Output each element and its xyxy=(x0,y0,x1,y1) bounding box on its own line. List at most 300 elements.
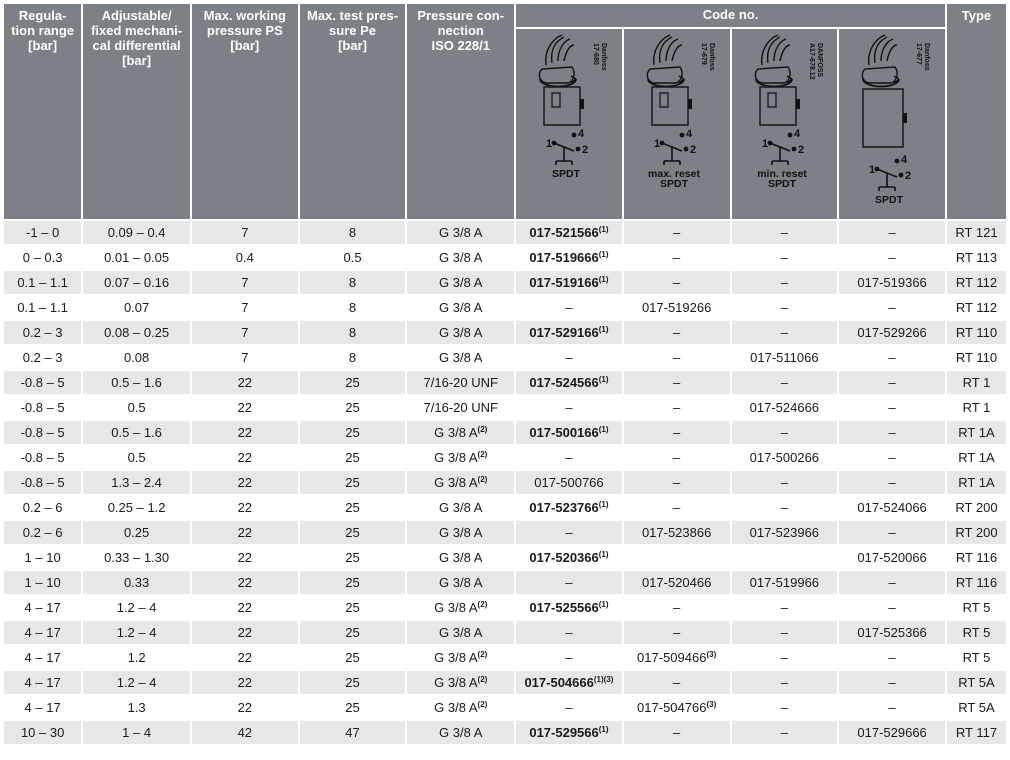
cell-code-4: 017-519366 xyxy=(839,271,945,294)
cell-type: RT 117 xyxy=(947,721,1006,744)
cell-code-4: – xyxy=(839,221,945,244)
cell-code-4: – xyxy=(839,471,945,494)
contact-number: 2 xyxy=(797,144,804,156)
footnote-mark: (3) xyxy=(706,650,717,659)
cell-code-3: 017-523966 xyxy=(732,521,838,544)
contact-number: 1 xyxy=(761,138,768,150)
cell-code-4: 017-524066 xyxy=(839,496,945,519)
footnote-mark: (1) xyxy=(598,375,609,384)
cell-max-test-pressure: 8 xyxy=(300,296,406,319)
cell-max-test-pressure: 25 xyxy=(300,671,406,694)
cell-code-4: – xyxy=(839,421,945,444)
cell-pressure-connection: G 3/8 $A^{(2)}$ xyxy=(407,671,514,694)
cell-code-3: – xyxy=(732,696,838,719)
cell-code-1: – xyxy=(516,346,622,369)
cell-code-4: 017-529266 xyxy=(839,321,945,344)
table-row xyxy=(4,671,1006,694)
contact-number: 4 xyxy=(685,128,692,140)
cell-code-1: 017-521566$^{(1)}$ xyxy=(516,221,622,244)
cell-differential: 0.07 – 0.16 xyxy=(83,271,190,294)
cell-code-1: – xyxy=(516,621,622,644)
cell-type: RT 1A xyxy=(947,446,1006,469)
cell-regulation-range: 4 – 17 xyxy=(4,671,81,694)
cell-max-working-pressure: 7 xyxy=(192,321,298,344)
cell-differential: 0.33 – 1.30 xyxy=(83,546,190,569)
cell-code-1: – xyxy=(516,571,622,594)
table-row xyxy=(4,346,1006,369)
cell-code-1: 017-500166$^{(1)}$ xyxy=(516,421,622,444)
spdt-contact-diagram xyxy=(552,133,579,165)
hand-turning-knob-icon xyxy=(755,35,792,87)
table-row xyxy=(4,271,1006,294)
cell-type: RT 121 xyxy=(947,221,1006,244)
cell-differential: 0.5 xyxy=(83,446,190,469)
switch-housing xyxy=(863,89,903,147)
drawing-stamp: Danfoss17-677 xyxy=(915,43,931,71)
cell-max-working-pressure: 0.4 xyxy=(192,246,298,269)
table-row xyxy=(4,396,1006,419)
table-row xyxy=(4,721,1006,744)
cell-pressure-connection: G 3/8 A xyxy=(407,546,514,569)
cell-max-working-pressure: 42 xyxy=(192,721,298,744)
cell-max-test-pressure: 0.5 xyxy=(300,246,406,269)
cell-regulation-range: 4 – 17 xyxy=(4,696,81,719)
switch-diagram-icon xyxy=(624,29,728,219)
cell-code-1: 017-529166$^{(1)}$ xyxy=(516,321,622,344)
cell-max-test-pressure: 25 xyxy=(300,696,406,719)
contact-number: 2 xyxy=(905,170,912,182)
cell-code-1: – xyxy=(516,521,622,544)
cell-pressure-connection: G 3/8 A xyxy=(407,246,514,269)
footnote-mark: (2) xyxy=(477,450,488,459)
cell-type: RT 1 xyxy=(947,371,1006,394)
header-max-test-pressure: Max. test pres- sure Pe [bar] xyxy=(300,4,406,219)
cell-code-2 xyxy=(624,546,730,569)
cell-type: RT 116 xyxy=(947,571,1006,594)
cell-regulation-range: 10 – 30 xyxy=(4,721,81,744)
cell-max-working-pressure: 7 xyxy=(192,296,298,319)
cell-pressure-connection: G 3/8 $A^{(2)}$ xyxy=(407,446,514,469)
cell-pressure-connection: G 3/8 $A^{(2)}$ xyxy=(407,596,514,619)
cell-pressure-connection: G 3/8 A xyxy=(407,721,514,744)
cell-max-working-pressure: 22 xyxy=(192,671,298,694)
cell-code-4: – xyxy=(839,521,945,544)
table-row xyxy=(4,546,1006,569)
cell-code-2: – xyxy=(624,221,730,244)
cell-code-1: – xyxy=(516,296,622,319)
cell-type: RT 1A xyxy=(947,471,1006,494)
footnote-mark: (2) xyxy=(477,675,488,684)
table-row xyxy=(4,646,1006,669)
cell-code-2: – xyxy=(624,621,730,644)
cell-differential: 1.2 xyxy=(83,646,190,669)
cell-code-3: 017-511066 xyxy=(732,346,838,369)
footnote-mark: (2) xyxy=(477,650,488,659)
hand-turning-knob-icon xyxy=(539,35,576,87)
cell-code-4: – xyxy=(839,696,945,719)
cell-pressure-connection: G 3/8 A xyxy=(407,521,514,544)
cell-max-test-pressure: 25 xyxy=(300,571,406,594)
cell-code-4: – xyxy=(839,246,945,269)
footnote-mark: (1) xyxy=(598,325,609,334)
cell-code-4: – xyxy=(839,671,945,694)
cell-code-2: – xyxy=(624,496,730,519)
cell-differential: 0.08 – 0.25 xyxy=(83,321,190,344)
cell-code-3: – xyxy=(732,271,838,294)
cell-regulation-range: 4 – 17 xyxy=(4,596,81,619)
cell-max-working-pressure: 22 xyxy=(192,646,298,669)
cell-pressure-connection: G 3/8 A xyxy=(407,571,514,594)
table-row xyxy=(4,471,1006,494)
table-row xyxy=(4,246,1006,269)
cell-regulation-range: -1 – 0 xyxy=(4,221,81,244)
cell-code-1: 017-529566$^{(1)}$ xyxy=(516,721,622,744)
cell-code-2: – xyxy=(624,421,730,444)
table-row xyxy=(4,321,1006,344)
cell-max-test-pressure: 25 xyxy=(300,371,406,394)
table-row xyxy=(4,296,1006,319)
cell-differential: 0.01 – 0.05 xyxy=(83,246,190,269)
cell-max-test-pressure: 8 xyxy=(300,221,406,244)
table-row xyxy=(4,521,1006,544)
footnote-mark: (1) xyxy=(598,275,609,284)
cell-differential: 1.2 – 4 xyxy=(83,596,190,619)
cell-type: RT 200 xyxy=(947,496,1006,519)
contact-caption: max. reset xyxy=(647,168,700,180)
cell-max-working-pressure: 22 xyxy=(192,521,298,544)
cell-pressure-connection: G 3/8 $A^{(2)}$ xyxy=(407,696,514,719)
cell-pressure-connection: 7/16-20 UNF xyxy=(407,371,514,394)
code-symbol-2 xyxy=(624,29,730,219)
footnote-mark: (2) xyxy=(477,700,488,709)
cell-max-working-pressure: 22 xyxy=(192,446,298,469)
cell-code-4: 017-525366 xyxy=(839,621,945,644)
cell-code-1: 017-519666$^{(1)}$ xyxy=(516,246,622,269)
cell-differential: 0.33 xyxy=(83,571,190,594)
contact-number: 2 xyxy=(689,144,696,156)
cell-code-3: – xyxy=(732,671,838,694)
cell-type: RT 5 xyxy=(947,596,1006,619)
table-row xyxy=(4,496,1006,519)
contact-caption: SPDT xyxy=(552,168,581,180)
cell-type: RT 5 xyxy=(947,621,1006,644)
contact-number: 1 xyxy=(546,138,553,150)
contact-number: 2 xyxy=(582,144,589,156)
cell-max-working-pressure: 22 xyxy=(192,496,298,519)
cell-regulation-range: -0.8 – 5 xyxy=(4,446,81,469)
drawing-stamp: Danfoss17-680 xyxy=(592,43,608,71)
cell-type: RT 5A xyxy=(947,671,1006,694)
table-row xyxy=(4,421,1006,444)
cell-differential: 0.5 – 1.6 xyxy=(83,421,190,444)
footnote-mark: (3) xyxy=(706,700,717,709)
cell-code-1: – xyxy=(516,646,622,669)
switch-diagram-icon xyxy=(732,29,836,219)
cell-max-test-pressure: 25 xyxy=(300,646,406,669)
cell-max-working-pressure: 22 xyxy=(192,571,298,594)
cell-regulation-range: -0.8 – 5 xyxy=(4,371,81,394)
cell-differential: 0.5 – 1.6 xyxy=(83,371,190,394)
cell-type: RT 116 xyxy=(947,546,1006,569)
footnote-mark: (1) xyxy=(598,425,609,434)
cell-code-4: 017-529666 xyxy=(839,721,945,744)
footnote-mark: (1) xyxy=(598,500,609,509)
cell-code-3: – xyxy=(732,296,838,319)
code-symbol-3 xyxy=(732,29,838,219)
cell-code-4: 017-520066 xyxy=(839,546,945,569)
cell-max-working-pressure: 22 xyxy=(192,371,298,394)
cell-max-working-pressure: 7 xyxy=(192,271,298,294)
spdt-contact-diagram xyxy=(876,159,903,191)
footnote-mark: (1) xyxy=(598,600,609,609)
contact-number: 4 xyxy=(578,128,585,140)
code-symbol-4 xyxy=(839,29,945,219)
cell-max-working-pressure: 22 xyxy=(192,621,298,644)
cell-code-1: 017-519166$^{(1)}$ xyxy=(516,271,622,294)
cell-differential: 0.25 xyxy=(83,521,190,544)
cell-regulation-range: -0.8 – 5 xyxy=(4,471,81,494)
cell-code-2: 017-519266 xyxy=(624,296,730,319)
cell-differential: 0.07 xyxy=(83,296,190,319)
footnote-mark: (1)(3) xyxy=(593,675,614,684)
cell-regulation-range: 0.2 – 3 xyxy=(4,346,81,369)
cell-max-test-pressure: 8 xyxy=(300,321,406,344)
cell-max-working-pressure: 22 xyxy=(192,471,298,494)
header-pressure-connection: Pressure con- nection ISO 228/1 xyxy=(407,4,514,219)
cell-type: RT 110 xyxy=(947,321,1006,344)
cell-max-test-pressure: 25 xyxy=(300,621,406,644)
cell-regulation-range: 0 – 0.3 xyxy=(4,246,81,269)
cell-pressure-connection: G 3/8 A xyxy=(407,296,514,319)
header-differential: Adjustable/ fixed mechani- cal differential [bar] xyxy=(83,4,190,219)
table-row xyxy=(4,371,1006,394)
cell-max-test-pressure: 47 xyxy=(300,721,406,744)
cell-max-working-pressure: 22 xyxy=(192,421,298,444)
header-max-working-pressure: Max. working pressure PS [bar] xyxy=(192,4,298,219)
code-symbol-1 xyxy=(516,29,622,219)
cell-max-working-pressure: 22 xyxy=(192,546,298,569)
table-row xyxy=(4,621,1006,644)
table-row xyxy=(4,446,1006,469)
header-type: Type xyxy=(947,4,1006,219)
cell-max-test-pressure: 25 xyxy=(300,446,406,469)
cell-pressure-connection: G 3/8 $A^{(2)}$ xyxy=(407,646,514,669)
cell-code-1: 017-523766$^{(1)}$ xyxy=(516,496,622,519)
contact-caption: SPDT xyxy=(767,178,796,190)
cell-max-working-pressure: 22 xyxy=(192,396,298,419)
cell-type: RT 112 xyxy=(947,271,1006,294)
cell-type: RT 1A xyxy=(947,421,1006,444)
cell-differential: 1.3 – 2.4 xyxy=(83,471,190,494)
cell-code-3: – xyxy=(732,721,838,744)
cell-differential: 1.2 – 4 xyxy=(83,671,190,694)
contact-number: 1 xyxy=(653,138,660,150)
cell-code-2: – xyxy=(624,721,730,744)
cell-code-2: – xyxy=(624,246,730,269)
cell-regulation-range: 0.2 – 6 xyxy=(4,521,81,544)
table-row xyxy=(4,596,1006,619)
cell-code-3: – xyxy=(732,221,838,244)
cell-code-4: – xyxy=(839,396,945,419)
cell-regulation-range: 1 – 10 xyxy=(4,571,81,594)
cell-regulation-range: 0.1 – 1.1 xyxy=(4,296,81,319)
cell-type: RT 1 xyxy=(947,396,1006,419)
cell-code-1: $017-504666^{(1)(3)}$ xyxy=(516,671,622,694)
cell-type: RT 110 xyxy=(947,346,1006,369)
contact-caption: SPDT xyxy=(659,178,688,190)
cell-code-2: 017-520466 xyxy=(624,571,730,594)
cell-regulation-range: -0.8 – 5 xyxy=(4,396,81,419)
footnote-mark: (1) xyxy=(598,725,609,734)
switch-housing xyxy=(544,87,580,125)
hand-turning-knob-icon xyxy=(647,35,684,87)
switch-diagram-icon xyxy=(516,29,620,219)
cell-code-3: 017-519966 xyxy=(732,571,838,594)
cell-code-2: – xyxy=(624,446,730,469)
cell-code-3: – xyxy=(732,246,838,269)
cell-code-1: 017-520366$^{(1)}$ xyxy=(516,546,622,569)
cell-code-2: – xyxy=(624,321,730,344)
cell-pressure-connection: G 3/8 A xyxy=(407,221,514,244)
cell-code-3: – xyxy=(732,621,838,644)
cell-code-3: 017-500266 xyxy=(732,446,838,469)
cell-type: RT 5A xyxy=(947,696,1006,719)
footnote-mark: (2) xyxy=(477,425,488,434)
footnote-mark: (1) xyxy=(598,550,609,559)
cell-differential: 0.08 xyxy=(83,346,190,369)
cell-code-2: 017-504766$^{(3)}$ xyxy=(624,696,730,719)
cell-max-test-pressure: 25 xyxy=(300,396,406,419)
cell-code-1: 017-500766 xyxy=(516,471,622,494)
cell-code-2: 017-509466$^{(3)}$ xyxy=(624,646,730,669)
hand-turning-knob-icon xyxy=(863,35,900,87)
cell-code-2: – xyxy=(624,271,730,294)
cell-regulation-range: 1 – 10 xyxy=(4,546,81,569)
cell-max-working-pressure: 7 xyxy=(192,346,298,369)
contact-number: 1 xyxy=(869,164,876,176)
cell-code-3: – xyxy=(732,646,838,669)
cell-differential: 1.3 xyxy=(83,696,190,719)
cell-regulation-range: -0.8 – 5 xyxy=(4,421,81,444)
spdt-contact-diagram xyxy=(660,133,687,165)
cell-pressure-connection: G 3/8 A xyxy=(407,621,514,644)
cell-max-test-pressure: 8 xyxy=(300,271,406,294)
cell-differential: 1 – 4 xyxy=(83,721,190,744)
cell-code-4: – xyxy=(839,571,945,594)
table-row xyxy=(4,221,1006,244)
cell-code-1: – xyxy=(516,446,622,469)
header-code-no: Code no. xyxy=(516,4,945,27)
cell-differential: 0.09 – 0.4 xyxy=(83,221,190,244)
cell-max-working-pressure: 22 xyxy=(192,596,298,619)
cell-differential: 0.25 – 1.2 xyxy=(83,496,190,519)
cell-regulation-range: 0.1 – 1.1 xyxy=(4,271,81,294)
cell-type: RT 5 xyxy=(947,646,1006,669)
cell-code-2: – xyxy=(624,346,730,369)
cell-code-1: 017-525566$^{(1)}$ xyxy=(516,596,622,619)
cell-regulation-range: 0.2 – 3 xyxy=(4,321,81,344)
footnote-mark: (2) xyxy=(477,475,488,484)
cell-code-4: – xyxy=(839,296,945,319)
cell-regulation-range: 4 – 17 xyxy=(4,646,81,669)
cell-pressure-connection: 7/16-20 UNF xyxy=(407,396,514,419)
drawing-stamp: DANFOSSA17-678.12 xyxy=(807,43,823,80)
cell-pressure-connection: G 3/8 $A^{(2)}$ xyxy=(407,421,514,444)
cell-max-test-pressure: 25 xyxy=(300,496,406,519)
cell-pressure-connection: G 3/8 A xyxy=(407,346,514,369)
cell-type: RT 112 xyxy=(947,296,1006,319)
spdt-contact-diagram xyxy=(768,133,795,165)
cell-max-working-pressure: 7 xyxy=(192,221,298,244)
cell-max-test-pressure: 25 xyxy=(300,521,406,544)
switch-housing xyxy=(760,87,796,125)
cell-type: RT 113 xyxy=(947,246,1006,269)
cell-code-2: – xyxy=(624,371,730,394)
table-body xyxy=(4,221,1006,744)
cell-code-2: – xyxy=(624,471,730,494)
contact-number: 4 xyxy=(793,128,800,140)
contact-caption: SPDT xyxy=(875,194,904,206)
cell-code-2: 017-523866 xyxy=(624,521,730,544)
cell-code-4: – xyxy=(839,346,945,369)
cell-max-test-pressure: 25 xyxy=(300,596,406,619)
footnote-mark: (2) xyxy=(477,600,488,609)
cell-code-4: – xyxy=(839,646,945,669)
cell-code-3: – xyxy=(732,371,838,394)
cell-pressure-connection: G 3/8 A xyxy=(407,271,514,294)
table-row xyxy=(4,696,1006,719)
contact-number: 4 xyxy=(901,154,908,166)
cell-code-1: – xyxy=(516,696,622,719)
cell-code-4: – xyxy=(839,371,945,394)
cell-code-3: – xyxy=(732,596,838,619)
cell-code-3: 017-524666 xyxy=(732,396,838,419)
header-regulation-range: Regula- tion range [bar] xyxy=(4,4,81,219)
cell-code-3: – xyxy=(732,471,838,494)
cell-code-2: – xyxy=(624,671,730,694)
cell-code-2: – xyxy=(624,596,730,619)
cell-code-2: – xyxy=(624,396,730,419)
cell-regulation-range: 4 – 17 xyxy=(4,621,81,644)
cell-regulation-range: 0.2 – 6 xyxy=(4,496,81,519)
cell-max-test-pressure: 25 xyxy=(300,546,406,569)
switch-housing xyxy=(652,87,688,125)
footnote-mark: (1) xyxy=(598,225,609,234)
cell-code-4: – xyxy=(839,446,945,469)
cell-code-3: – xyxy=(732,421,838,444)
table-row xyxy=(4,571,1006,594)
switch-diagram-icon xyxy=(839,29,943,219)
cell-max-test-pressure: 8 xyxy=(300,346,406,369)
cell-code-3 xyxy=(732,546,838,569)
cell-differential: 0.5 xyxy=(83,396,190,419)
cell-code-3: – xyxy=(732,321,838,344)
cell-max-working-pressure: 22 xyxy=(192,696,298,719)
cell-max-test-pressure: 25 xyxy=(300,421,406,444)
cell-differential: 1.2 – 4 xyxy=(83,621,190,644)
contact-caption: min. reset xyxy=(756,168,807,180)
drawing-stamp: Danfoss17-679 xyxy=(699,43,715,71)
footnote-mark: (1) xyxy=(598,250,609,259)
pressure-switch-spec-table xyxy=(2,2,1008,746)
cell-code-1: – xyxy=(516,396,622,419)
cell-code-4: – xyxy=(839,596,945,619)
cell-type: RT 200 xyxy=(947,521,1006,544)
cell-max-test-pressure: 25 xyxy=(300,471,406,494)
cell-pressure-connection: G 3/8 A xyxy=(407,321,514,344)
cell-code-1: 017-524566$^{(1)}$ xyxy=(516,371,622,394)
cell-pressure-connection: G 3/8 $A^{(2)}$ xyxy=(407,471,514,494)
